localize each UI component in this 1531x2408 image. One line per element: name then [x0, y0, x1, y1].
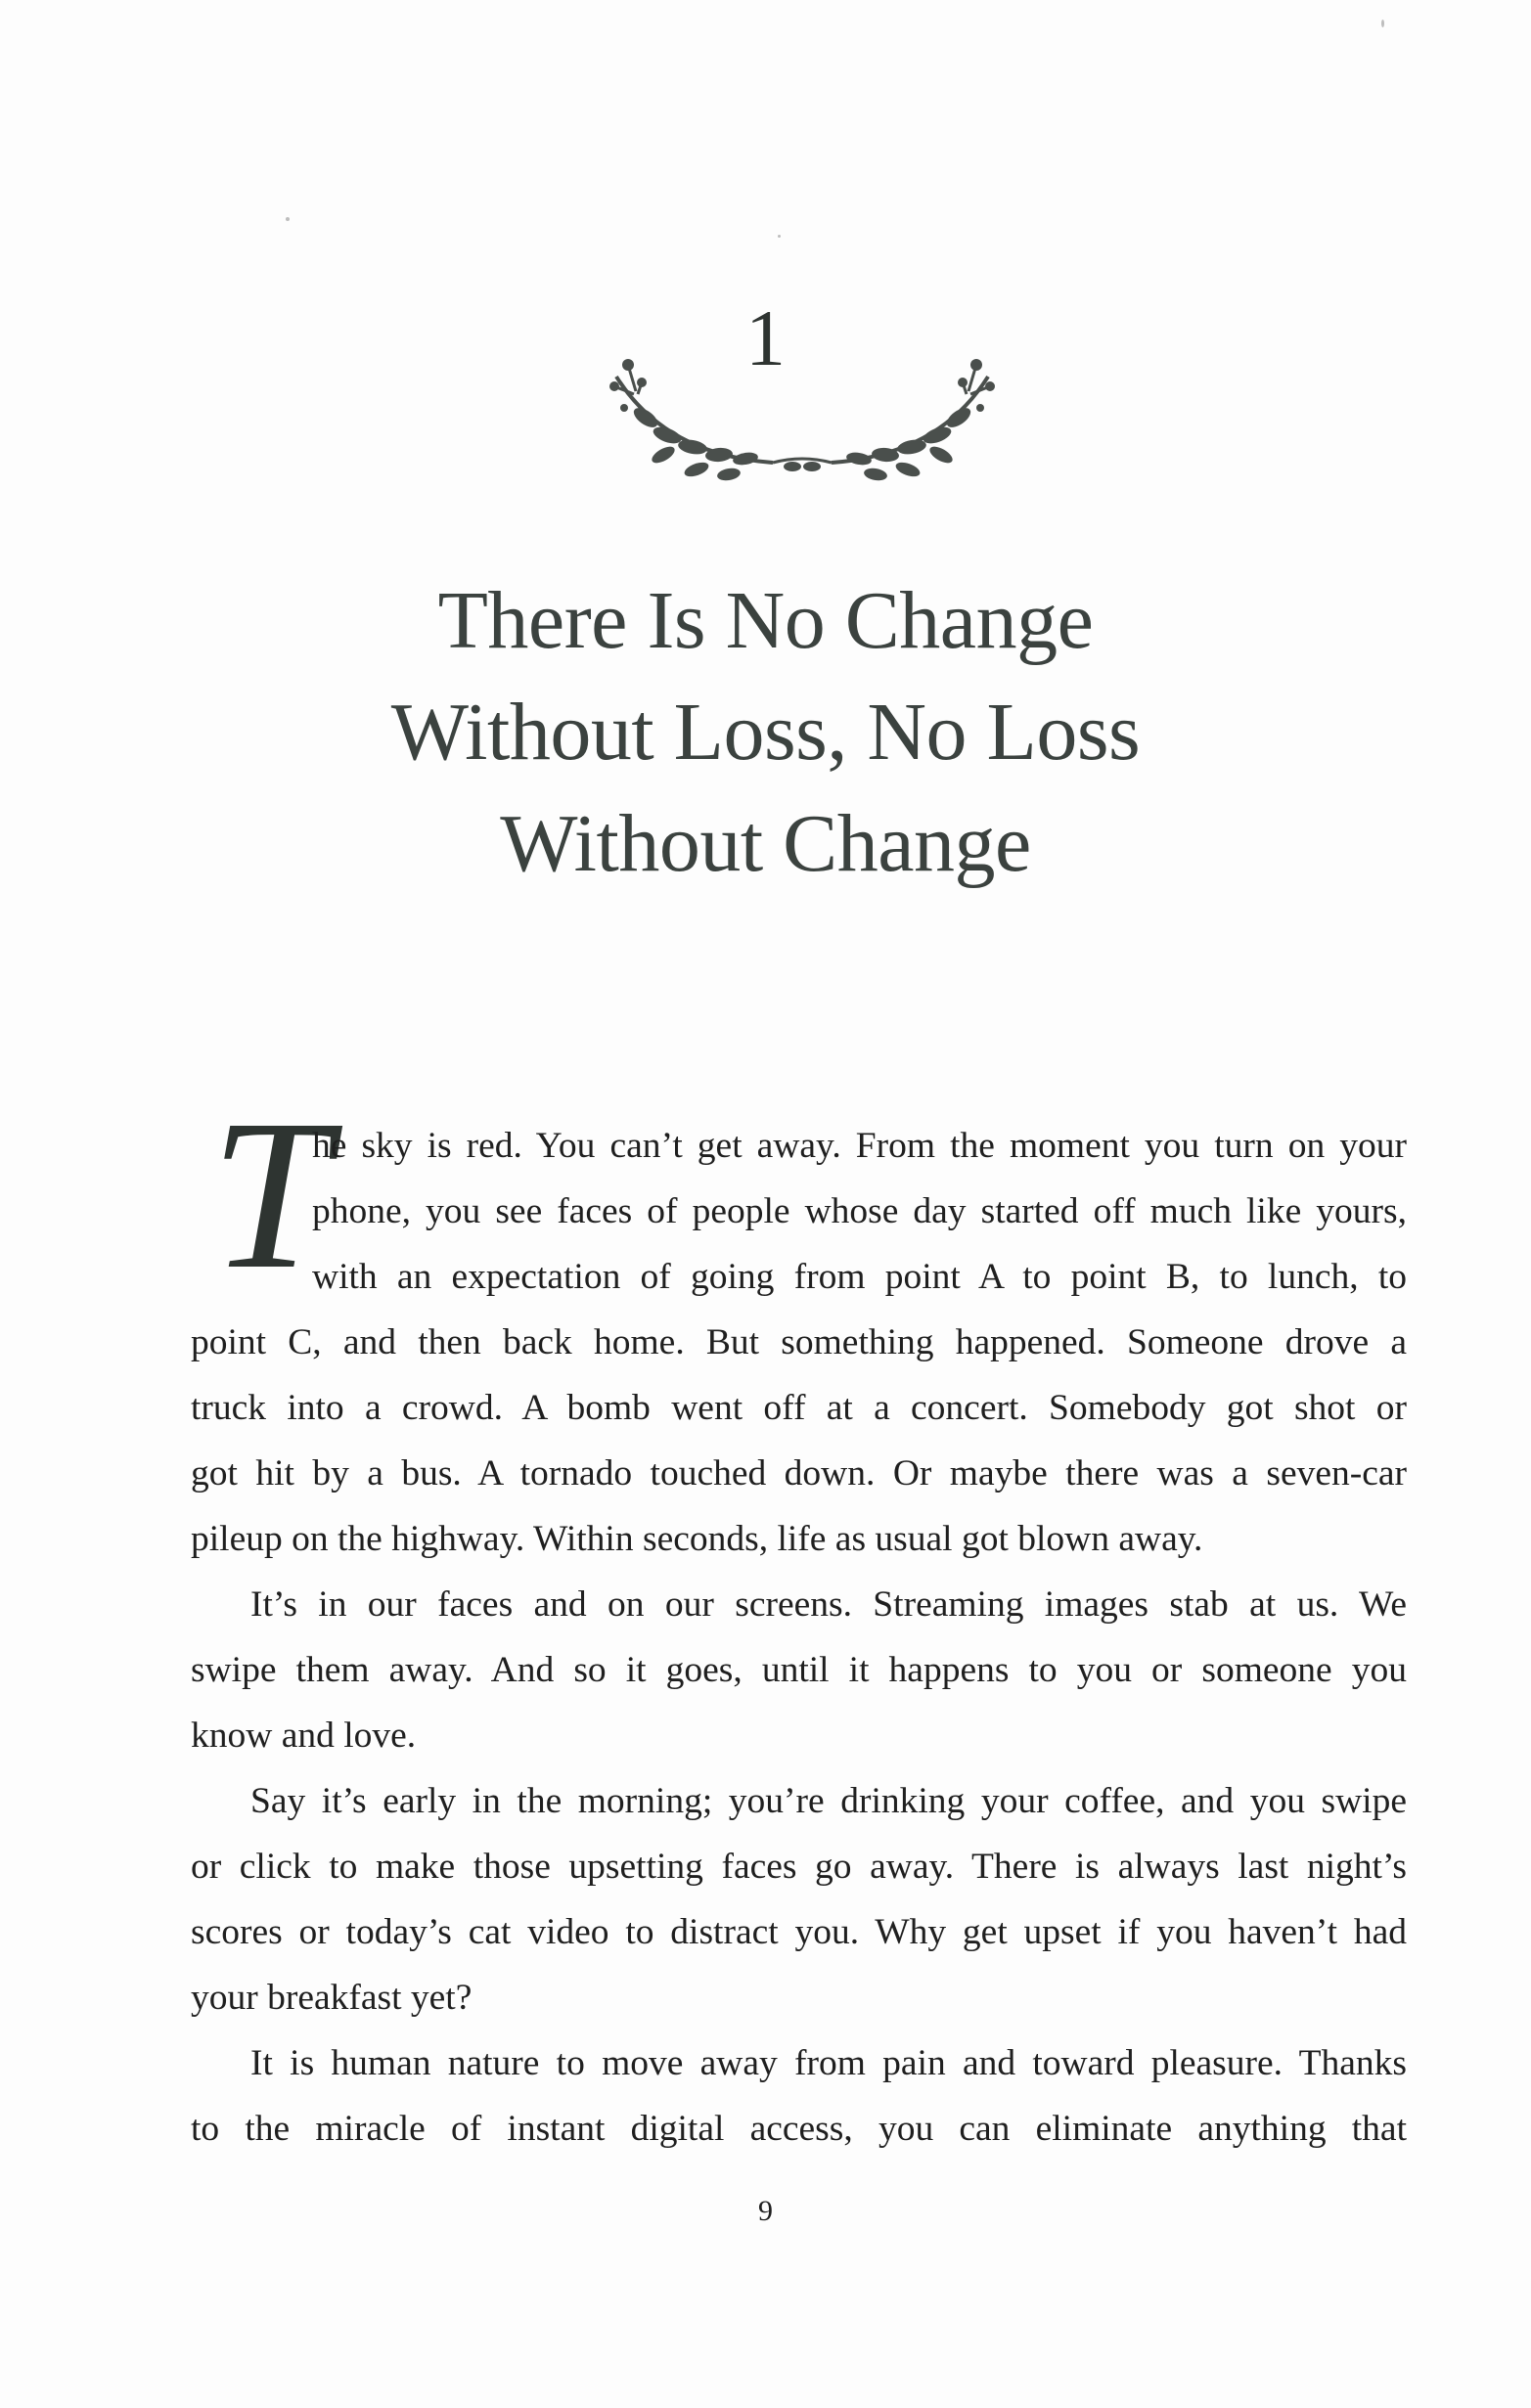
text-line: know and love. — [191, 1716, 417, 1756]
text-line: your breakfast yet? — [191, 1978, 473, 2018]
body-text — [191, 1113, 1407, 2162]
drop-cap-letter: T — [209, 1075, 331, 1306]
chapter-title — [0, 565, 1531, 900]
scan-speck — [286, 217, 290, 221]
laurel-vine-icon — [607, 337, 998, 499]
text-line: pileup on the highway. Within seconds, life as usual got blown away. — [191, 1519, 1203, 1559]
text-line: point C, and then back home. But something happened. Someone drove a — [191, 1322, 1407, 1362]
page-number: 9 — [758, 2195, 773, 2227]
scan-speck — [1381, 20, 1384, 27]
chapter-title-line-1: There Is No Change — [437, 575, 1094, 666]
paragraph-3 — [191, 1768, 1407, 2030]
chapter-number: 1 — [745, 293, 786, 382]
text-line: It is human nature to move away from pain and toward pleasure. Thanks — [250, 2043, 1407, 2083]
text-line: phone, you see faces of people whose day started off much like yours, — [312, 1191, 1407, 1231]
text-line: Say it’s early in the morning; you’re drinking your coffee, and you swipe — [250, 1781, 1407, 1821]
text-line: swipe them away. And so it goes, until it happens to you or someone you — [191, 1650, 1407, 1690]
text-line: truck into a crowd. A bomb went off at a concert. Somebody got shot or — [191, 1388, 1407, 1428]
text-line: scores or today’s cat video to distract you. Why get upset if you haven’t had — [191, 1912, 1407, 1952]
paragraph-1 — [191, 1113, 1407, 1572]
paragraph-4 — [191, 2030, 1407, 2162]
paragraph-2 — [191, 1572, 1407, 1768]
text-line: with an expectation of going from point A to point B, to lunch, to — [312, 1257, 1407, 1297]
text-line: It’s in our faces and on our screens. Streaming images stab at us. We — [250, 1584, 1407, 1625]
text-line: he sky is red. You can’t get away. From the moment you turn on your — [312, 1126, 1407, 1166]
scan-speck — [778, 235, 781, 238]
text-line: to the miracle of instant digital access, you can eliminate anything that — [191, 2109, 1407, 2149]
text-line: or click to make those upsetting faces go away. There is always last night’s — [191, 1847, 1407, 1887]
chapter-title-line-2: Without Loss, No Loss — [390, 687, 1141, 778]
text-line: got hit by a bus. A tornado touched down. Or maybe there was a seven-car — [191, 1453, 1407, 1494]
chapter-title-line-3: Without Change — [500, 798, 1031, 889]
